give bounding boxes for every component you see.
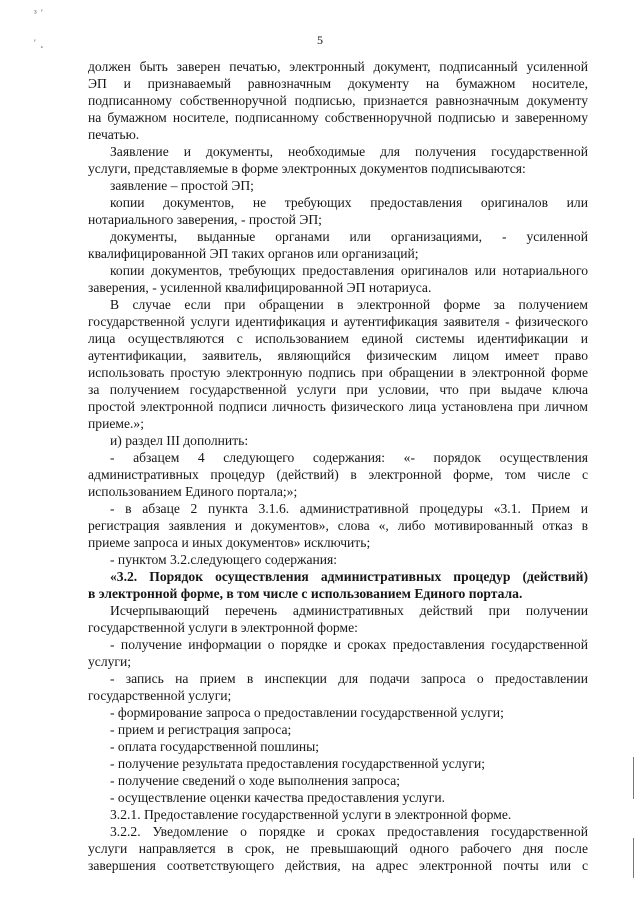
text-line: заверения, - усиленной квалифицированной ЭП нотариуса.: [88, 280, 432, 295]
scan-edge-line: [633, 838, 634, 878]
text-line: государственной услуги в электронной форме:: [88, 620, 358, 635]
text-line: Исчерпывающий перечень административных действий при получении: [110, 603, 588, 618]
text-line: государственной услуги;: [88, 688, 232, 703]
text-line: услуги;: [88, 654, 132, 669]
text-line: регистрация заявления и документов», слова «, либо мотивированный отказ в: [88, 518, 588, 533]
text-line: 3.2.2. Уведомление о порядке и сроках предоставления государственной: [110, 824, 588, 839]
text-line: услуги направляется в срок, не превышающий одного рабочего дня после: [88, 841, 588, 856]
text-line: приеме.»;: [88, 416, 144, 431]
text-line: в электронной форме, в том числе с использованием Единого портала.: [88, 586, 523, 601]
text-line: на бумажном носителе, подписанному собственноручной подписью и заверенному: [88, 110, 588, 125]
text-line: аутентификации, заявитель, являющийся физическим лицом имеет право: [88, 348, 588, 363]
text-line: административных процедур (действий) в электронной форме, том числе с: [88, 467, 588, 482]
text-line: услуги, представляемые в форме электронных документов подписываются:: [88, 161, 526, 176]
text-line: приеме запроса и иных документов» исключить;: [88, 535, 371, 550]
text-line: - осуществление оценки качества предоставления услуги.: [110, 790, 446, 805]
text-line: - прием и регистрация запроса;: [110, 722, 292, 737]
text-line: печатью.: [88, 127, 140, 142]
text-line: - получение информации о порядке и сроках предоставления государственной: [110, 637, 588, 652]
scan-corner-mark-bottom: ′ ¸: [34, 38, 45, 48]
text-line: - получение результата предоставления государственной услуги;: [110, 756, 486, 771]
text-line: нотариального заверения, - простой ЭП;: [88, 212, 322, 227]
scan-corner-mark-top: ³ ′: [34, 8, 44, 18]
text-line: - запись на прием в инспекции для подачи запроса о предоставлении: [110, 671, 588, 686]
text-line: - получение сведений о ходе выполнения запроса;: [110, 773, 401, 788]
text-line: заявление – простой ЭП;: [110, 178, 254, 193]
text-line: копии документов, не требующих предоставления оригиналов или: [110, 195, 588, 210]
text-line: - в абзаце 2 пункта 3.1.6. административной процедуры «3.1. Прием и: [110, 501, 588, 516]
text-line: - пунктом 3.2.следующего содержания:: [110, 552, 338, 567]
text-line: должен быть заверен печатью, электронный документ, подписанный усиленной: [88, 59, 588, 74]
text-line: использовать простую электронную подпись при обращении в электронной форме: [88, 365, 588, 380]
text-line: В случае если при обращении в электронной форме за получением: [110, 297, 588, 312]
text-line: - формирование запроса о предоставлении государственной услуги;: [110, 705, 504, 720]
text-line: лица осуществляются с использованием единой системы идентификации и: [88, 331, 588, 346]
text-line: - абзацем 4 следующего содержания: «- порядок осуществления: [110, 450, 588, 465]
text-line: 3.2.1. Предоставление государственной услуги в электронной форме.: [110, 807, 512, 822]
text-line: квалифицированной ЭП таких органов или организаций;: [88, 246, 419, 261]
text-line: подписанному собственноручной подписью, признается равнозначным документу: [88, 93, 588, 108]
text-line: и) раздел III дополнить:: [110, 433, 249, 448]
text-line: Заявление и документы, необходимые для получения государственной: [110, 144, 588, 159]
text-line: государственной услуги идентификация и аутентификация заявителя - физического: [88, 314, 588, 329]
text-line: простой электронной подписи личность физического лица установлена при личном: [88, 399, 588, 414]
text-line: копии документов, требующих предоставления оригиналов или нотариального: [110, 263, 588, 278]
text-line: завершения соответствующего действия, на адрес электронной почты или с: [88, 858, 588, 873]
page-number: 5: [317, 33, 323, 47]
text-line: использованием Единого портала;»;: [88, 484, 298, 499]
text-line: «3.2. Порядок осуществления административных процедур (действий): [110, 569, 588, 584]
scan-edge-line: [633, 757, 634, 799]
text-line: - оплата государственной пошлины;: [110, 739, 320, 754]
text-line: документы, выданные органами или организациями, - усиленной: [110, 229, 588, 244]
text-line: за получением государственной услуги при условии, что при выдаче ключа: [88, 382, 588, 397]
text-line: ЭП и признаваемый равнозначным документу на бумажном носителе,: [88, 76, 588, 91]
